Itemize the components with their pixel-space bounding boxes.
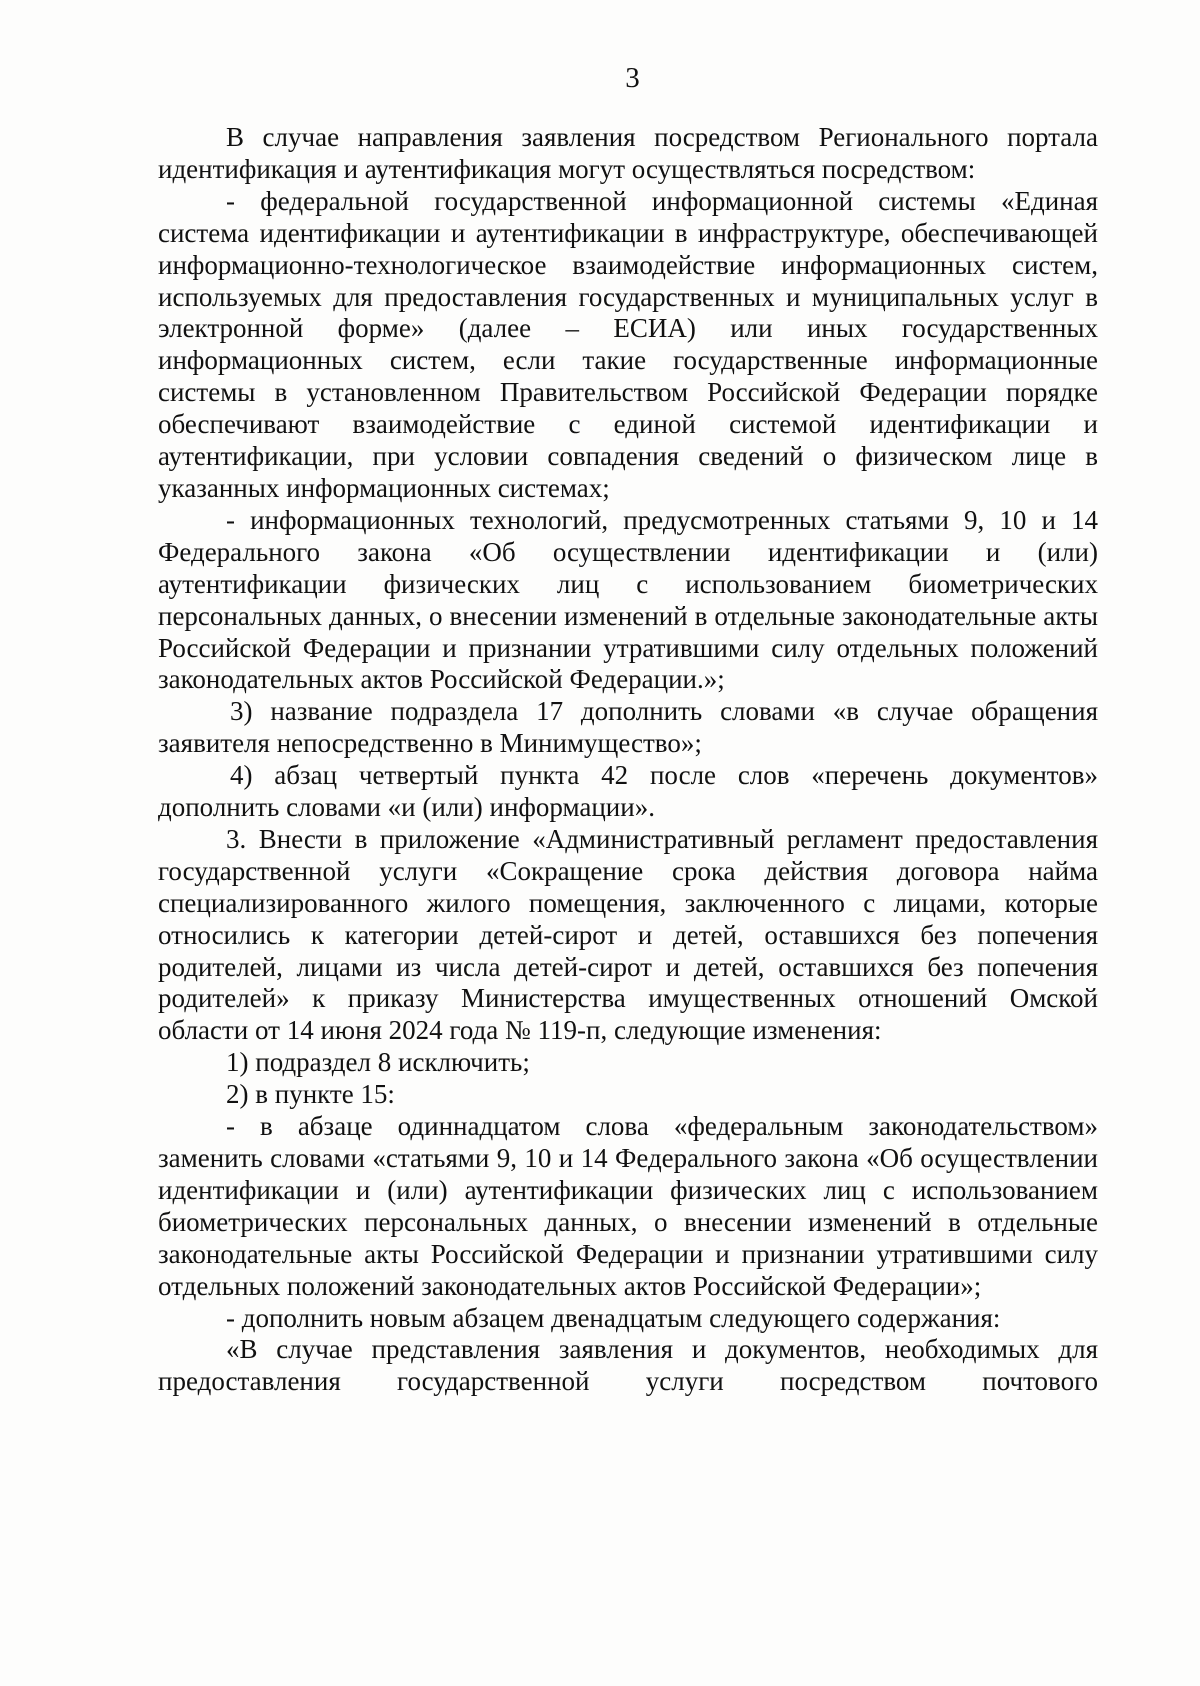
paragraph-biometric-tech: - информационных технологий, предусмотренных статьями 9, 10 и 14 Федерального закона «Об осуществлении идентификации и (или) аутентификации физических лиц с использованием биометрических персональных данных, о внесении изменений в отдельные законодательные акты Российской Федерации и признании утратившими силу отдельных положений законодательных актов Российской Федерации.»; — [158, 504, 1098, 695]
paragraph-eleventh-abzac: - в абзаце одиннадцатом слова «федеральным законодательством» заменить словами «статьями 9, 10 и 14 Федерального закона «Об осуществлении идентификации и (или) аутентификации физических лиц с использованием биометрических персональных данных, о внесении изменений в отдельные законодательные акты Российской Федерации и признании утратившими силу отдельных положений законодательных актов Российской Федерации»; — [158, 1111, 1098, 1301]
paragraph-item-3: 3) название подраздела 17 дополнить словами «в случае обращения заявителя непосредственно в Минимущество»; — [158, 696, 1098, 759]
paragraph-esia: - федеральной государственной информационной системы «Единая система идентификации и аутентификации в инфраструктуре, обеспечивающей информационно-технологическое взаимодействие информационных систем, используемых для предоставления государственных и муниципальных услуг в электронной форме» (далее – ЕСИА) или иных государственных информационных систем, если такие государственные информационные системы в установленном Правительством Российской Федерации порядке обеспечивают взаимодействие с единой системой идентификации и аутентификации, при условии совпадения сведений о физическом лице в указанных информационных системах; — [158, 185, 1098, 503]
paragraph-identification-intro: В случае направления заявления посредством Регионального портала идентификация и аутентификация могут осуществляться посредством: — [158, 122, 1098, 184]
page-number: 3 — [625, 62, 640, 94]
paragraph-subitem-1: 1) подраздел 8 исключить; — [226, 1047, 530, 1078]
paragraph-subitem-2: 2) в пункте 15: — [226, 1079, 395, 1110]
paragraph-quote-start: «В случае представления заявления и документов, необходимых для предоставления государственной услуги посредством почтового — [158, 1334, 1098, 1397]
paragraph-section-3: 3. Внести в приложение «Административный регламент предоставления государственной услуги «Сокращение срока действия договора найма специализированного жилого помещения, заключенного с лицами, которые относились к категории детей-сирот и детей, оставшихся без попечения родителей, лицами из числа детей-сирот и детей, оставшихся без попечения родителей» к приказу Министерства имущественных отношений Омской области от 14 июня 2024 года № 119-п, следующие изменения: — [158, 823, 1098, 1046]
paragraph-item-4: 4) абзац четвертый пункта 42 после слов «перечень документов» дополнить словами «и (или) информации». — [158, 760, 1098, 823]
paragraph-add-twelfth: - дополнить новым абзацем двенадцатым следующего содержания: — [226, 1302, 1001, 1333]
document-body — [158, 122, 1098, 1398]
